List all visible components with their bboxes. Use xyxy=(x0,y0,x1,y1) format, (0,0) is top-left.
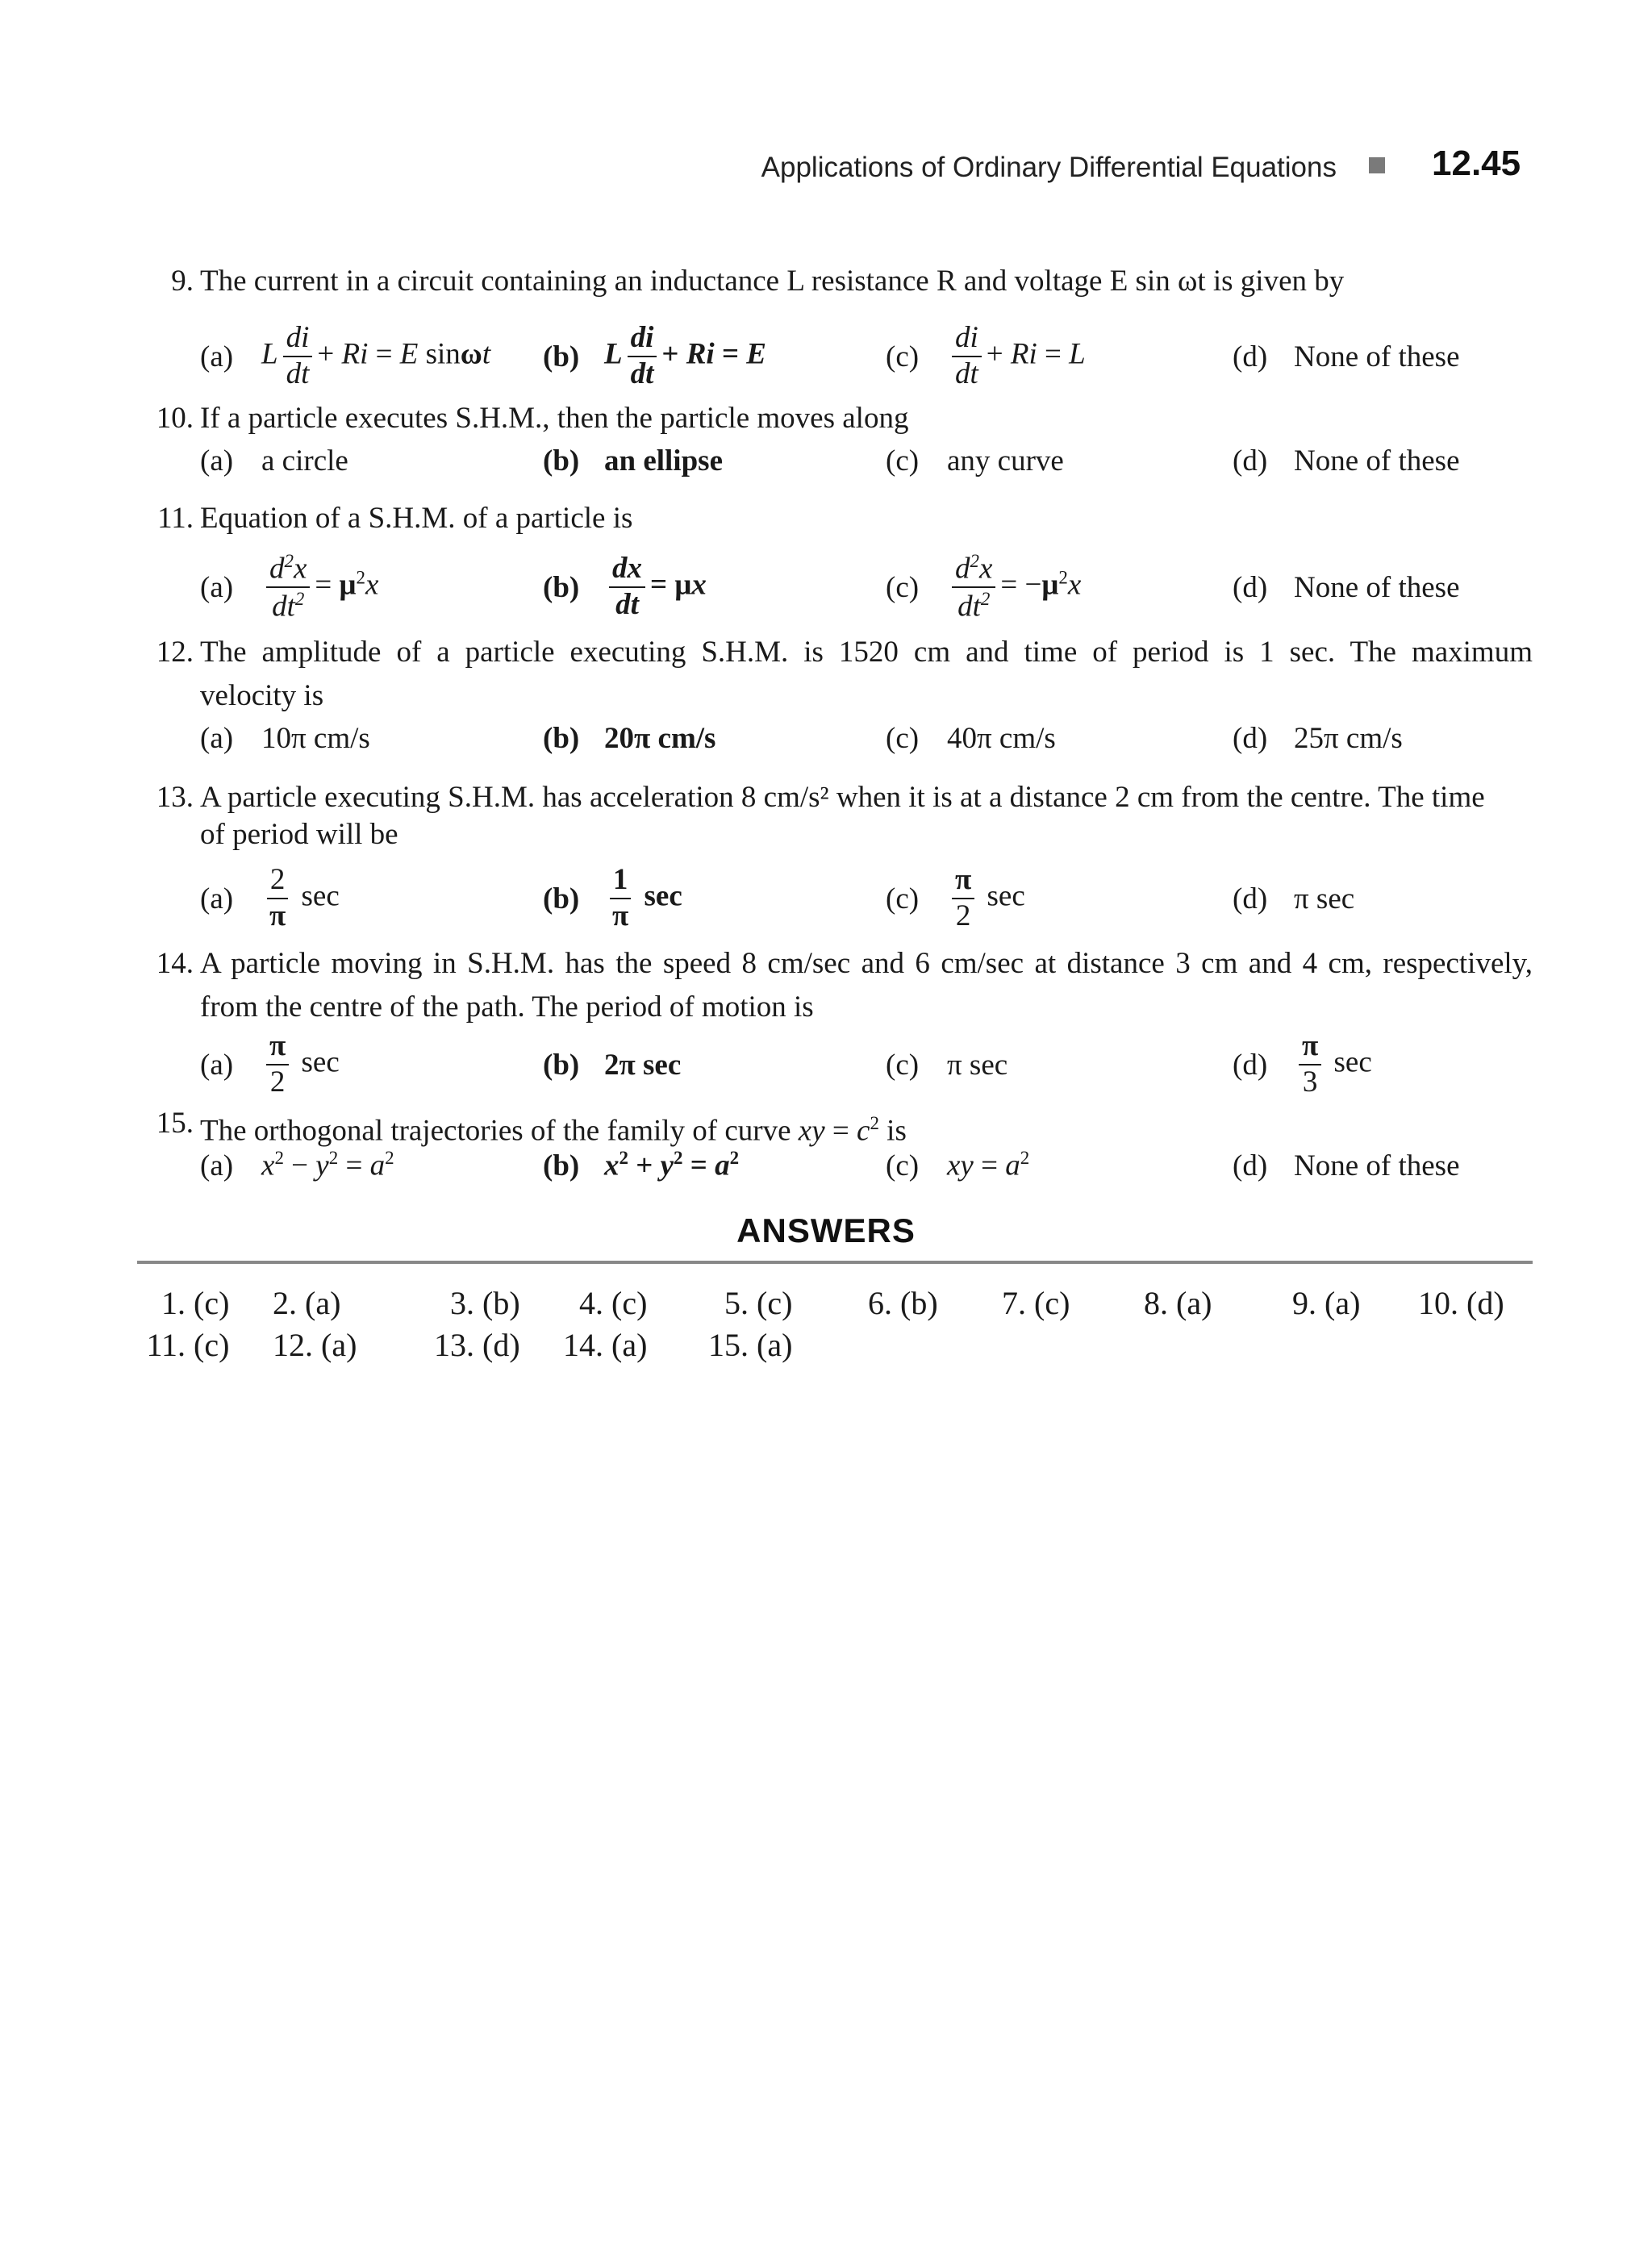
option-formula: $\frac{di}{dt}$ + Ri = L xyxy=(947,323,1086,390)
option-value: an ellipse xyxy=(604,444,723,477)
question-number: 9. xyxy=(171,265,194,298)
option-d xyxy=(1233,545,1460,629)
question-12-options xyxy=(200,716,1539,760)
question-text-line-1: A particle executing S.H.M. has acceleration 8 cm/s² when it is at a distance 2 cm from the centre. The time xyxy=(200,781,1485,814)
option-c xyxy=(886,1026,1007,1103)
option-b xyxy=(543,545,707,629)
option-b xyxy=(543,858,682,939)
answer-item: 14. (a) xyxy=(563,1327,648,1363)
option-label: (c) xyxy=(886,882,920,915)
answer-item: 8. (a) xyxy=(1144,1285,1212,1321)
option-formula: $\frac{dx}{dt}$ = μx xyxy=(604,553,707,621)
option-d xyxy=(1233,858,1354,939)
option-value: None of these xyxy=(1294,570,1460,604)
option-b xyxy=(543,716,715,760)
answer-item: 2. (a) xyxy=(273,1285,341,1321)
option-b xyxy=(543,1026,681,1103)
answers-heading: ANSWERS xyxy=(736,1211,916,1249)
question-15 xyxy=(137,1102,1533,1148)
answer-item: 7. (c) xyxy=(1002,1285,1070,1321)
option-formula: L $\frac{di}{dt}$ + Ri = E sinωt xyxy=(261,321,491,390)
question-number: 12. xyxy=(156,636,194,669)
answer-item: 4. (c) xyxy=(579,1285,648,1321)
option-label: (c) xyxy=(886,1149,920,1182)
option-label: (d) xyxy=(1233,1149,1268,1182)
option-label: (a) xyxy=(200,1048,234,1082)
question-text-line-1: A particle moving in S.H.M. has the speed 8 cm/sec and 6 cm/sec at distance 3 cm and 4 cm, respectively, xyxy=(200,947,1533,980)
question-text: Equation of a S.H.M. of a particle is xyxy=(200,502,633,535)
option-d xyxy=(1233,439,1460,482)
question-11 xyxy=(137,497,1533,540)
option-label: (d) xyxy=(1233,340,1268,373)
answer-item: 9. (a) xyxy=(1292,1285,1361,1321)
answer-item: 3. (b) xyxy=(450,1285,520,1321)
answer-item: 5. (c) xyxy=(724,1285,793,1321)
question-text-line-2: velocity is xyxy=(200,679,324,712)
option-c xyxy=(886,1144,1029,1187)
option-label: (b) xyxy=(543,1048,580,1082)
question-9-options xyxy=(200,316,1539,397)
answer-item: 10. (d) xyxy=(1418,1285,1504,1321)
answer-item: 11. (c) xyxy=(146,1327,230,1363)
question-text: The current in a circuit containing an inductance L resistance R and voltage E sin ωt is given by xyxy=(200,265,1345,298)
option-label: (c) xyxy=(886,570,920,604)
option-label: (d) xyxy=(1233,570,1268,604)
question-text-line-2: of period will be xyxy=(200,818,398,851)
option-formula: $\frac{\pi}{3}$ sec xyxy=(1294,1031,1372,1099)
option-formula: L $\frac{di}{dt}$ + Ri = E xyxy=(604,321,766,390)
option-value: 10π cm/s xyxy=(261,721,370,755)
question-text-line-2: from the centre of the path. The period of motion is xyxy=(200,990,814,1024)
question-number: 15. xyxy=(156,1107,194,1140)
answers-row-2 xyxy=(137,1326,1533,1370)
option-a xyxy=(200,1026,340,1103)
option-value: a circle xyxy=(261,444,348,477)
option-label: (a) xyxy=(200,882,234,915)
option-b xyxy=(543,1144,739,1187)
option-formula: $\frac{d^2x}{dt^2}$ = $\mu^2x$ xyxy=(261,552,378,623)
option-d xyxy=(1233,316,1460,397)
answer-item: 15. (a) xyxy=(708,1327,793,1363)
option-value: None of these xyxy=(1294,1149,1460,1182)
option-c xyxy=(886,439,1064,482)
option-label: (b) xyxy=(543,721,580,755)
option-a xyxy=(200,858,340,939)
option-label: (c) xyxy=(886,1048,920,1082)
option-value: π sec xyxy=(947,1048,1008,1082)
question-14-options xyxy=(200,1026,1539,1103)
option-d xyxy=(1233,716,1403,760)
option-b xyxy=(543,439,723,482)
question-number: 14. xyxy=(156,947,194,980)
question-number: 10. xyxy=(156,402,194,435)
option-label: (c) xyxy=(886,340,920,373)
question-9 xyxy=(137,260,1533,303)
option-label: (d) xyxy=(1233,882,1268,915)
option-value: any curve xyxy=(947,444,1064,477)
option-d xyxy=(1233,1144,1460,1187)
option-value: π sec xyxy=(1294,882,1355,915)
question-text: The orthogonal trajectories of the family of curve xy = $c^2$ is xyxy=(200,1113,907,1148)
option-label: (d) xyxy=(1233,721,1268,755)
question-12 xyxy=(137,631,1533,719)
answer-item: 13. (d) xyxy=(434,1327,520,1363)
option-formula: xy = $a^2$ xyxy=(947,1148,1030,1182)
option-label: (b) xyxy=(543,340,580,373)
question-14 xyxy=(137,942,1533,1031)
option-c xyxy=(886,545,1081,629)
option-a xyxy=(200,439,348,482)
option-label: (a) xyxy=(200,340,234,373)
option-formula: $\frac{2}{\pi}$ sec xyxy=(261,865,340,932)
question-number: 13. xyxy=(156,781,194,814)
option-a xyxy=(200,1144,394,1187)
option-label: (c) xyxy=(886,444,920,477)
question-11-options xyxy=(200,545,1539,629)
question-10-options xyxy=(200,439,1539,482)
option-formula: $x^2 - y^2 = a^2$ xyxy=(261,1148,394,1182)
question-15-options xyxy=(200,1144,1539,1187)
square-bullet-icon xyxy=(1369,157,1385,173)
answers-divider xyxy=(137,1261,1533,1264)
question-number: 11. xyxy=(157,502,194,535)
option-label: (a) xyxy=(200,1149,234,1182)
option-a xyxy=(200,545,378,629)
option-a xyxy=(200,316,490,397)
question-13 xyxy=(137,776,1533,857)
option-label: (a) xyxy=(200,721,234,755)
page-header xyxy=(0,144,1652,200)
question-text-line-1: The amplitude of a particle executing S.H.M. is 1520 cm and time of period is 1 sec. The maximum xyxy=(200,636,1533,669)
option-label: (d) xyxy=(1233,1048,1268,1082)
option-label: (d) xyxy=(1233,444,1268,477)
answer-item: 1. (c) xyxy=(161,1285,230,1321)
answer-item: 6. (b) xyxy=(868,1285,938,1321)
option-label: (a) xyxy=(200,444,234,477)
option-value: 40π cm/s xyxy=(947,721,1056,755)
option-c xyxy=(886,316,1086,397)
option-value: 2π sec xyxy=(604,1048,682,1082)
question-text: If a particle executes S.H.M., then the particle moves along xyxy=(200,402,909,435)
option-b xyxy=(543,316,766,397)
question-10 xyxy=(137,397,1533,440)
option-formula: $x^2 + y^2 = a^2$ xyxy=(604,1148,740,1182)
option-label: (c) xyxy=(886,721,920,755)
question-13-options xyxy=(200,858,1539,939)
option-value: 20π cm/s xyxy=(604,721,716,755)
option-formula: $\frac{d^2x}{dt^2}$ = $-\mu^2x$ xyxy=(947,552,1081,623)
option-label: (b) xyxy=(543,882,580,915)
option-c xyxy=(886,858,1025,939)
option-label: (b) xyxy=(543,1149,580,1182)
option-formula: $\frac{\pi}{2}$ sec xyxy=(947,865,1025,932)
option-value: None of these xyxy=(1294,340,1460,373)
option-a xyxy=(200,716,370,760)
option-label: (b) xyxy=(543,444,580,477)
option-label: (a) xyxy=(200,570,234,604)
option-formula: $\frac{\pi}{2}$ sec xyxy=(261,1031,340,1099)
option-c xyxy=(886,716,1056,760)
option-d xyxy=(1233,1026,1372,1103)
running-title: Applications of Ordinary Differential Equations xyxy=(761,152,1337,183)
option-label: (b) xyxy=(543,570,580,604)
option-value: 25π cm/s xyxy=(1294,721,1403,755)
option-value: None of these xyxy=(1294,444,1460,477)
page-number: 12.45 xyxy=(1432,144,1521,183)
answers-row-1 xyxy=(137,1284,1533,1328)
answer-item: 12. (a) xyxy=(273,1327,357,1363)
option-formula: $\frac{1}{\pi}$ sec xyxy=(604,865,682,932)
